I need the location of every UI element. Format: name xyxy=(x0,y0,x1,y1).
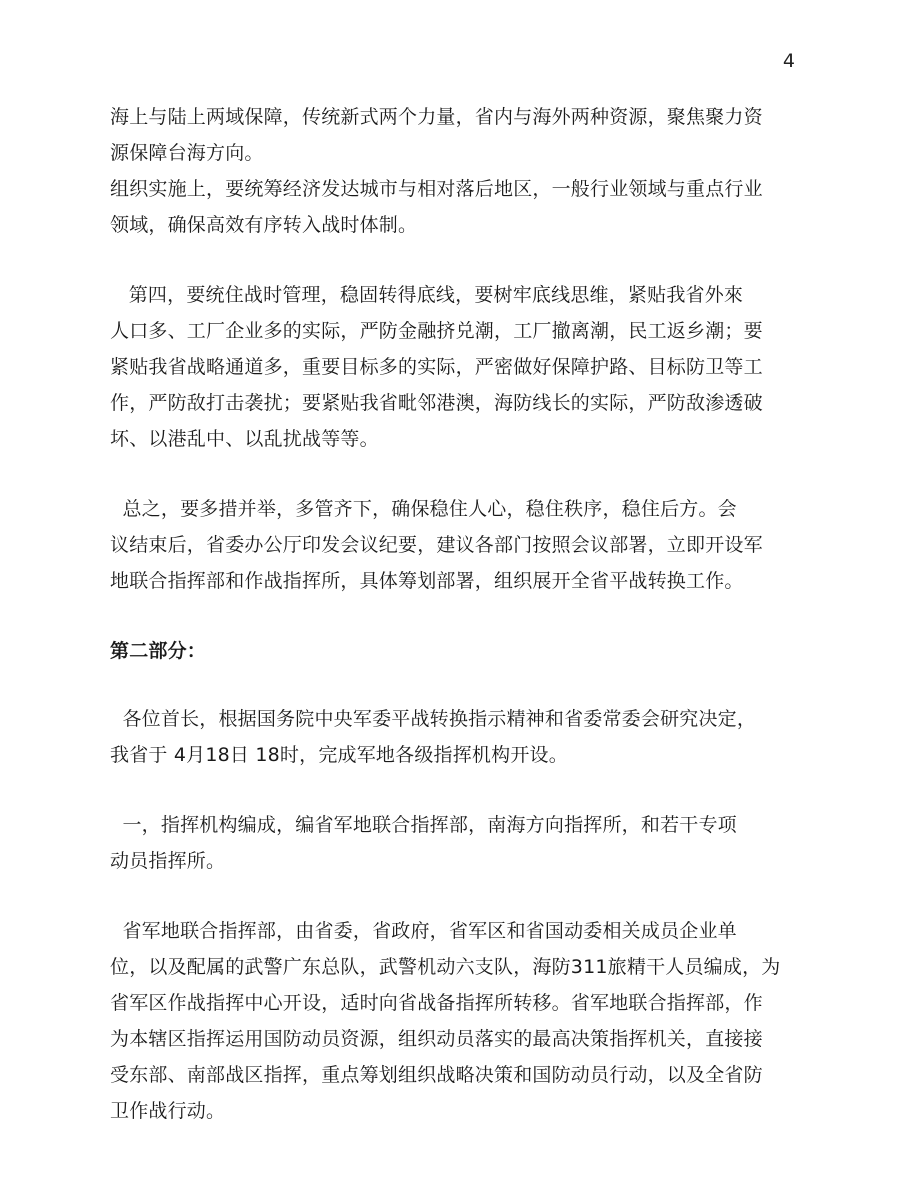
text-line: 第四，要统住战时管理，稳固转得底线，要树牢底线思维，紧贴我省外來 xyxy=(110,284,744,306)
text-line: 一，指挥机构编成，编省军地联合指挥部，南海方向指挥所，和若干专项 xyxy=(110,814,737,836)
text-line: 受东部、南部战区指挥，重点筹划组织战略决策和国防动员行动，以及全省防 xyxy=(110,1064,763,1086)
paragraph-gap xyxy=(110,669,800,701)
text-line: 作，严防敌打击袭扰；要紧贴我省毗邻港澳，海防线长的实际，严防敌渗透破 xyxy=(110,392,763,414)
text-line: 总之，要多措并举，多管齐下，确保稳住人心，稳住秩序，稳住后方。会 xyxy=(110,498,737,520)
text-line: 坏、以港乱中、以乱扰战等等。 xyxy=(110,428,379,450)
paragraph-gap xyxy=(110,599,800,633)
text-line: 位，以及配属的武警广东总队，武警机动六支队，海防311旅精干人员编成，为 xyxy=(110,956,781,978)
text-line: 各位首长，根据国务院中央军委平战转换指示精神和省委常委会研究决定， xyxy=(110,708,757,730)
text-line: 卫作战行动。 xyxy=(110,1100,226,1122)
text-line: 地联合指挥部和作战指挥所，具体筹划部署，组织展开全省平战转换工作。 xyxy=(110,570,744,592)
paragraph-gap xyxy=(110,243,800,277)
paragraph-gap xyxy=(110,879,800,913)
paragraph-gap xyxy=(110,773,800,807)
text-line: 为本辖区指挥运用国防动员资源，组织动员落实的最高决策指挥机关，直接接 xyxy=(110,1028,763,1050)
text-line: 动员指挥所。 xyxy=(110,850,226,872)
page-number: 4 xyxy=(782,50,795,72)
document-body xyxy=(110,99,800,1129)
text-line: 省军地联合指挥部，由省委，省政府，省军区和省国动委相关成员企业单 xyxy=(110,920,737,942)
text-line: 议结束后，省委办公厅印发会议纪要，建议各部门按照会议部署，立即开设军 xyxy=(110,534,763,556)
paragraph-gap xyxy=(110,457,800,491)
text-line: 人口多、工厂企业多的实际，严防金融挤兑潮，工厂撤离潮，民工返乡潮；要 xyxy=(110,320,763,342)
text-line: 源保障台海方向。 xyxy=(110,142,264,164)
text-line: 省军区作战指挥中心开设，适时向省战备指挥所转移。省军地联合指挥部，作 xyxy=(110,992,763,1014)
text-line: 海上与陆上两域保障，传统新式两个力量，省内与海外两种资源，聚焦聚力资 xyxy=(110,106,763,128)
text-line: 我省于 4月18日 18时，完成军地各级指挥机构开设。 xyxy=(110,744,568,766)
text-line: 组织实施上，要统筹经济发达城市与相对落后地区，一般行业领域与重点行业 xyxy=(110,178,763,200)
section-heading: 第二部分： xyxy=(110,640,207,662)
text-line: 领域，确保高效有序转入战时体制。 xyxy=(110,214,418,236)
text-line: 紧贴我省战略通道多，重要目标多的实际，严密做好保障护路、目标防卫等工 xyxy=(110,356,763,378)
